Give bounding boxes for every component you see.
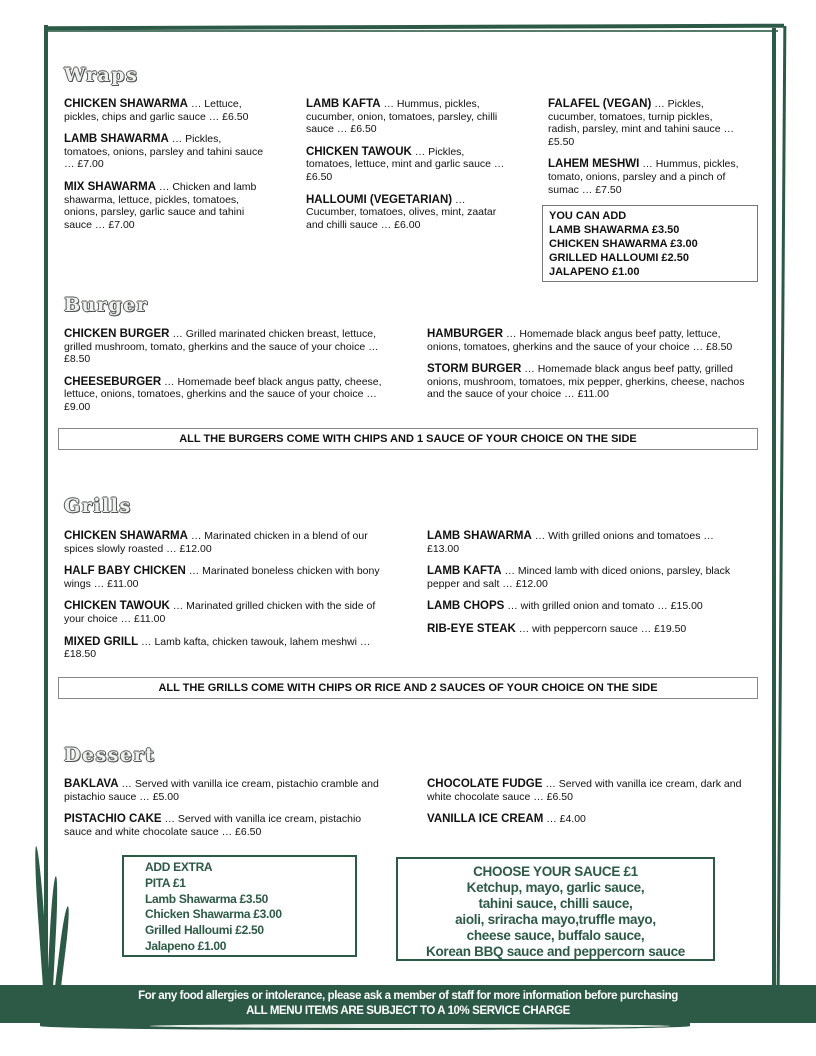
item-description: … Lamb kafta, chicken tawouk, lahem meshwi … £18.50 (64, 635, 371, 661)
menu-item (64, 813, 382, 838)
item-description: … Pickles, tomatoes, lettuce, mint and garlic sauce … £6.50 (306, 145, 505, 183)
addon-item: JALAPENO £1.00 (549, 266, 640, 278)
item-name: LAMB KAFTA (427, 565, 502, 578)
wraps-column-3 (548, 98, 743, 206)
item-description: … Marinated chicken in a blend of our spices slowly roasted … £12.00 (64, 530, 368, 555)
menu-item (548, 98, 743, 148)
grass-decoration (55, 906, 71, 986)
item-name: CHICKEN SHAWARMA (64, 98, 188, 110)
menu-item (427, 328, 747, 353)
item-name: RIB-EYE STEAK (427, 622, 516, 635)
extra-item: Jalapeno £1.00 (145, 938, 227, 953)
sauce-heading: CHOOSE YOUR SAUCE £1 (473, 864, 638, 879)
dessert-title: Dessert (64, 744, 156, 766)
sauce-line: tahini sauce, chilli sauce, (478, 896, 633, 911)
allergy-notice: For any food allergies or intolerance, please ask a member of staff for more information before purchasing (138, 990, 678, 1002)
menu-item (427, 530, 747, 555)
item-description: … Cucumber, tomatoes, olives, mint, zaatar and chilli sauce … £6.00 (306, 193, 497, 231)
footer-banner (0, 985, 816, 1023)
item-name: FALAFEL (VEGAN) (548, 98, 652, 110)
item-name: LAHEM MESHWI (548, 158, 640, 171)
menu-item (427, 600, 747, 613)
menu-item (64, 778, 382, 803)
frame-right-border-outer (777, 26, 787, 986)
addon-heading: YOU CAN ADD (549, 210, 627, 222)
burger-title: Burger (64, 294, 149, 316)
item-name: CHOCOLATE FUDGE (427, 778, 543, 790)
menu-item (548, 158, 743, 196)
item-name: VANILLA ICE CREAM (427, 813, 544, 826)
item-description: … Served with vanilla ice cream, pistachio sauce and white chocolate sauce … £6.50 (64, 813, 362, 838)
item-description: … Marinated boneless chicken with bony wings … £11.00 (64, 565, 380, 590)
item-description: … Hummus, pickles, tomato, onions, parsley and a pinch of sumac … £7.50 (548, 158, 739, 196)
grills-title: Grills (64, 495, 132, 517)
sauce-line: cheese sauce, buffalo sauce, (466, 928, 645, 943)
item-name: LAMB CHOPS (427, 600, 505, 613)
item-description: … Served with vanilla ice cream, pistachio cramble and pistachio sauce … £5.00 (64, 778, 379, 803)
menu-item (427, 813, 747, 826)
menu-item (64, 98, 264, 123)
extra-item: PITA £1 (145, 875, 186, 890)
menu-item (306, 98, 506, 136)
menu-item (64, 565, 382, 590)
item-name: HAMBURGER (427, 328, 504, 340)
grass-decoration (33, 846, 49, 986)
frame-top-border-inner (48, 30, 778, 32)
item-description: … Hummus, pickles, cucumber, onion, tomatoes, parsley, chilli sauce … £6.50 (306, 98, 498, 136)
menu-item (64, 530, 382, 555)
item-name: MIX SHAWARMA (64, 180, 156, 193)
grills-column-2 (427, 530, 747, 646)
menu-item (427, 778, 747, 803)
menu-item (64, 636, 382, 661)
item-name: CHEESEBURGER (64, 375, 162, 388)
extra-item: Lamb Shawarma £3.50 (145, 891, 269, 906)
item-description: … Homemade beef black angus patty, cheese, lettuce, onions, tomatoes, gherkins and the sauce of your choice … £9.00 (64, 375, 382, 413)
service-charge-notice: ALL MENU ITEMS ARE SUBJECT TO A 10% SERVICE CHARGE (246, 1005, 570, 1017)
sauce-line: Ketchup, mayo, garlic sauce, (466, 880, 645, 895)
wraps-addons-box (542, 205, 758, 282)
menu-item (64, 133, 264, 171)
item-name: BAKLAVA (64, 778, 119, 790)
item-description: … Pickles, tomatoes, onions, parsley and tahini sauce … £7.00 (64, 133, 264, 171)
item-name: CHICKEN SHAWARMA (64, 530, 188, 542)
item-name: HALF BABY CHICKEN (64, 565, 186, 578)
item-description: … £4.00 (543, 813, 586, 826)
frame-top-border (44, 24, 784, 31)
menu-item (64, 376, 382, 414)
frame-right-border (772, 28, 776, 988)
menu-item (306, 146, 506, 184)
wraps-column-2 (306, 98, 506, 241)
extra-heading: ADD EXTRA (145, 860, 213, 874)
burger-column-1 (64, 328, 382, 424)
item-description: … Served with vanilla ice cream, dark and white chocolate sauce … £6.50 (427, 778, 742, 803)
item-name: LAMB KAFTA (306, 98, 381, 110)
sauce-line: aioli, sriracha mayo,truffle mayo, (455, 912, 656, 927)
choose-sauce-box (396, 857, 715, 961)
menu-item (64, 328, 382, 366)
addon-item: LAMB SHAWARMA £3.50 (549, 224, 680, 236)
menu-item (427, 363, 747, 401)
burger-note: ALL THE BURGERS COME WITH CHIPS AND 1 SAUCE OF YOUR CHOICE ON THE SIDE (58, 428, 758, 450)
grills-note: ALL THE GRILLS COME WITH CHIPS OR RICE AND 2 SAUCES OF YOUR CHOICE ON THE SIDE (58, 677, 758, 699)
item-description: … With grilled onions and tomatoes … £13.00 (427, 530, 714, 555)
item-description: … Marinated grilled chicken with the side of your choice … £11.00 (64, 600, 376, 625)
item-description: … Homemade black angus beef patty, grilled onions, mushroom, tomatoes, mix pepper, gherkins, cheese, nachos and the sauce of your choice … £11.00 (427, 363, 745, 401)
menu-item (427, 565, 747, 590)
item-description: … Pickles, cucumber, tomatoes, turnip pickles, radish, parsley, mint and tahini sauce … £5.50 (548, 98, 734, 148)
item-description: … Chicken and lamb shawarma, lettuce, pickles, tomatoes, onions, parsley, garlic sauce and tahini sauce … £7.00 (64, 180, 257, 231)
wraps-column-1 (64, 98, 264, 241)
footer-swoosh-highlight (150, 1024, 670, 1028)
item-description: … Grilled marinated chicken breast, lettuce, grilled mushroom, tomato, gherkins and the sauce of your choice … £8.50 (64, 328, 379, 366)
add-extra-box (122, 855, 357, 957)
item-description: … Homemade black angus beef patty, lettuce, onions, tomatoes, gherkins and the sauce of your choice … £8.50 (427, 328, 733, 353)
item-description: … Minced lamb with diced onions, parsley, black pepper and salt … £12.00 (427, 565, 731, 590)
extra-item: Chicken Shawarma £3.00 (145, 907, 282, 922)
item-name: LAMB SHAWARMA (64, 133, 169, 146)
dessert-column-2 (427, 778, 747, 836)
item-name: LAMB SHAWARMA (427, 530, 532, 542)
grills-column-1 (64, 530, 382, 671)
menu-item (427, 623, 747, 636)
item-name: MIXED GRILL (64, 635, 139, 648)
item-description: … with peppercorn sauce … £19.50 (515, 622, 687, 635)
item-name: STORM BURGER (427, 363, 522, 376)
item-name: HALLOUMI (VEGETARIAN) (306, 193, 453, 206)
wraps-title: Wraps (64, 64, 139, 86)
frame-left-border (44, 25, 48, 985)
item-description: … Lettuce, pickles, chips and garlic sauce … £6.50 (64, 98, 249, 123)
extra-item: Grilled Halloumi £2.50 (145, 923, 264, 938)
menu-item (64, 181, 264, 231)
burger-column-2 (427, 328, 747, 411)
addon-item: GRILLED HALLOUMI £2.50 (549, 252, 689, 264)
addon-item: CHICKEN SHAWARMA £3.00 (549, 238, 698, 250)
item-description: … with grilled onion and tomato … £15.00 (504, 600, 703, 613)
menu-item (64, 600, 382, 625)
menu-item (306, 194, 506, 232)
sauce-line: Korean BBQ sauce and peppercorn sauce (426, 944, 685, 959)
item-name: CHICKEN TAWOUK (306, 145, 412, 158)
dessert-column-1 (64, 778, 382, 848)
item-name: PISTACHIO CAKE (64, 813, 162, 826)
item-name: CHICKEN BURGER (64, 328, 170, 340)
item-name: CHICKEN TAWOUK (64, 600, 170, 613)
